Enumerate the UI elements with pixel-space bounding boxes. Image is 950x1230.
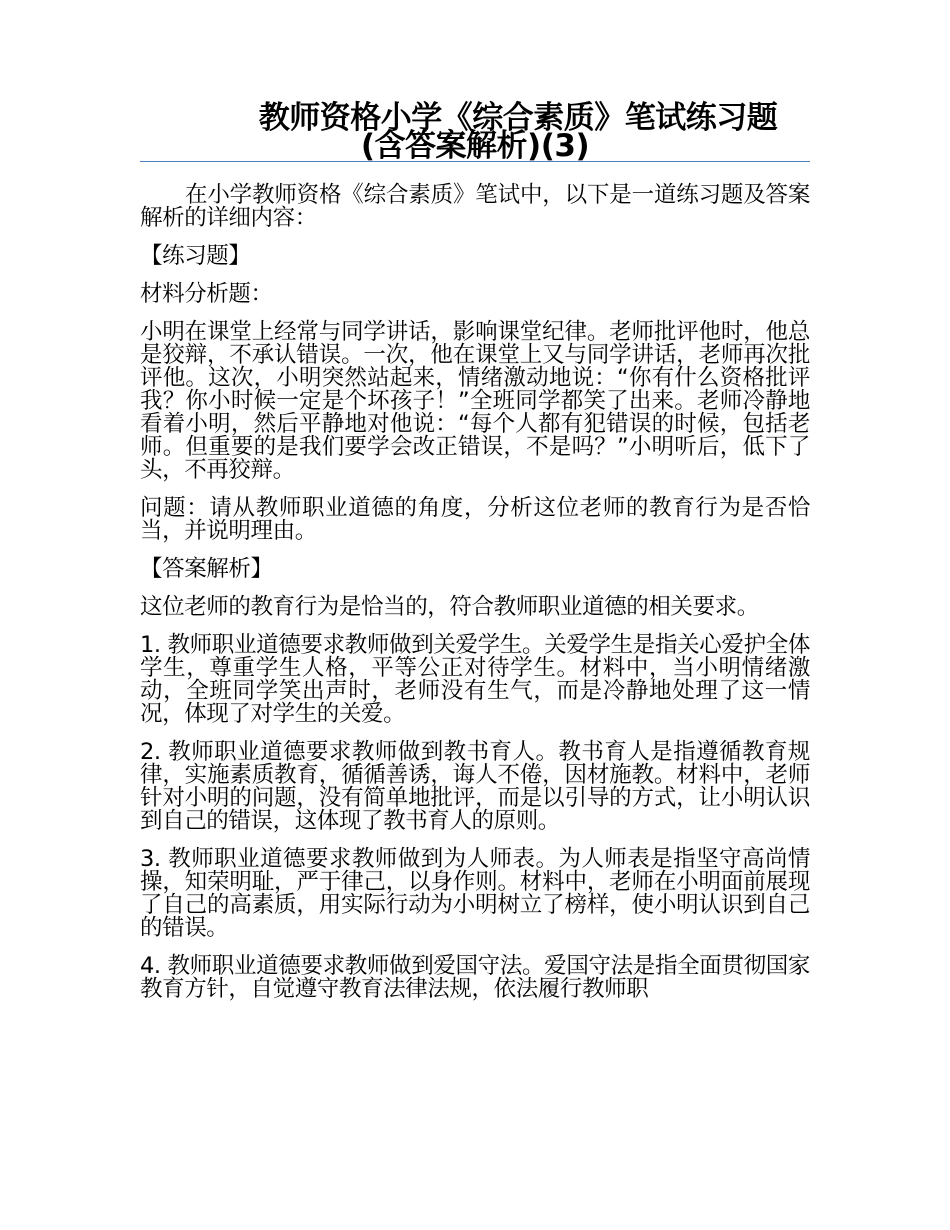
answer-point-3: 3. 教师职业道德要求教师做到为人师表。为人师表是指坚守高尚情操，知荣明耻，严于律己，以身作则。材料中，老师在小明面前展现了自己的高素质，用实际行动为小明树立了榜样，使小明认识到自己的错误。 bbox=[140, 846, 810, 941]
title-line-1: 教师资格小学《综合素质》笔试练习题 bbox=[258, 100, 778, 136]
material-paragraph: 小明在课堂上经常与同学讲话，影响课堂纪律。老师批评他时，他总是狡辩，不承认错误。一次，他在课堂上又与同学讲话，老师再次批评他。这次，小明突然站起来，情绪激动地说：“你有什么资格批评我？你小时候一定是个坏孩子！”全班同学都笑了出来。老师冷静地看着小明，然后平静地对他说：“每个人都有犯错误的时候，包括老师。但重要的是我们要学会改正错误，不是吗？”小明听后，低下了头，不再狡辩。 bbox=[140, 319, 810, 483]
section-heading-answer: 【答案解析】 bbox=[140, 556, 273, 582]
answer-summary-paragraph: 这位老师的教育行为是恰当的，符合教师职业道德的相关要求。 bbox=[140, 594, 759, 620]
title-divider bbox=[140, 161, 810, 162]
question-type-label: 材料分析题： bbox=[140, 281, 273, 307]
document-body bbox=[140, 184, 810, 1016]
section-heading-exercise: 【练习题】 bbox=[140, 243, 251, 269]
question-paragraph: 问题：请从教师职业道德的角度，分析这位老师的教育行为是否恰当，并说明理由。 bbox=[140, 495, 810, 544]
answer-point-1: 1. 教师职业道德要求教师做到关爱学生。关爱学生是指关心爱护全体学生，尊重学生人格，平等公正对待学生。材料中，当小明情绪激动，全班同学笑出声时，老师没有生气，而是冷静地处理了这一情况，体现了对学生的关爱。 bbox=[140, 632, 810, 727]
answer-point-4: 4. 教师职业道德要求教师做到爱国守法。爱国守法是指全面贯彻国家教育方针，自觉遵守教育法律法规，依法履行教师职 bbox=[140, 953, 810, 1002]
document-title bbox=[140, 100, 810, 164]
intro-paragraph: 在小学教师资格《综合素质》笔试中，以下是一道练习题及答案解析的详细内容： bbox=[140, 182, 810, 231]
title-line-2: (含答案解析)(3) bbox=[360, 128, 590, 164]
answer-point-2: 2. 教师职业道德要求教师做到教书育人。教书育人是指遵循教育规律，实施素质教育，循循善诱，诲人不倦，因材施教。材料中，老师针对小明的问题，没有简单地批评，而是以引导的方式，让小明认识到自己的错误，这体现了教书育人的原则。 bbox=[140, 739, 810, 834]
